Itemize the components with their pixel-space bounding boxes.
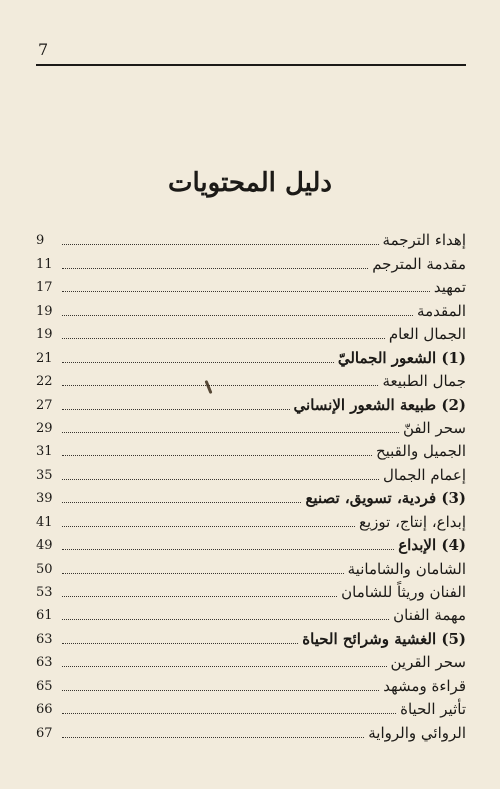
toc-entry-title: مقدمة المترجم bbox=[372, 254, 466, 273]
page-number: 7 bbox=[38, 40, 49, 59]
dot-leader bbox=[62, 315, 413, 316]
toc-entry-title: إعمام الجمال bbox=[383, 465, 466, 484]
toc-entry-page: 39 bbox=[36, 491, 53, 507]
toc-entry-page: 53 bbox=[36, 585, 53, 600]
toc-entry-title: (5) الغشية وشرائح الحياة bbox=[302, 629, 466, 648]
toc-entry-title: (2) طبيعة الشعور الإنساني bbox=[293, 395, 466, 414]
toc-entry bbox=[36, 718, 466, 741]
toc-entry-page: 65 bbox=[36, 678, 53, 694]
toc-entry-page: 61 bbox=[36, 608, 53, 624]
toc-entry bbox=[36, 601, 466, 624]
dot-leader bbox=[62, 432, 399, 433]
toc-entry bbox=[36, 624, 466, 647]
toc-entry bbox=[36, 671, 466, 694]
toc-entry-title: (3) فردية، تسويق، تصنيع bbox=[305, 489, 466, 508]
toc-entry-page: 9 bbox=[36, 233, 45, 249]
toc-entry-page: 66 bbox=[36, 702, 53, 718]
toc-entry-title: مهمة الفنان bbox=[393, 606, 466, 625]
dot-leader bbox=[62, 409, 290, 410]
toc-entry bbox=[36, 226, 466, 249]
dot-leader bbox=[62, 549, 394, 550]
toc-entry-title: إهداء الترجمة bbox=[382, 231, 466, 250]
dot-leader bbox=[62, 479, 379, 480]
dot-leader bbox=[62, 385, 378, 386]
toc-entry bbox=[36, 695, 466, 718]
toc-entry-title: سحر القرين bbox=[390, 653, 466, 672]
toc-entry bbox=[36, 390, 466, 413]
toc-entry-page: 19 bbox=[36, 303, 53, 319]
toc-entry-title: تأثير الحياة bbox=[400, 700, 466, 719]
toc-entry-title: الجميل والقبيح bbox=[375, 442, 466, 461]
dot-leader bbox=[62, 596, 337, 597]
toc-entry-page: 19 bbox=[36, 327, 53, 343]
toc-entry-page: 41 bbox=[36, 514, 53, 530]
dot-leader bbox=[62, 573, 344, 574]
toc-entry-page: 21 bbox=[36, 350, 53, 366]
dot-leader bbox=[62, 244, 379, 245]
toc-entry-page: 63 bbox=[36, 631, 53, 647]
toc-entry-title: الفنان وريثاً للشامان bbox=[341, 583, 466, 601]
dot-leader bbox=[62, 502, 301, 503]
toc-entry-page: 67 bbox=[36, 725, 53, 741]
dot-leader bbox=[62, 455, 372, 456]
toc-entry bbox=[36, 484, 466, 507]
dot-leader bbox=[62, 690, 379, 691]
toc-entry-title: قراءة ومشهد bbox=[383, 676, 466, 695]
toc-entry bbox=[36, 367, 466, 390]
toc-entry-title: الجمال العام bbox=[388, 325, 466, 344]
toc-entry bbox=[36, 531, 466, 554]
dot-leader bbox=[62, 737, 364, 738]
toc-entry bbox=[36, 648, 466, 671]
toc-entry bbox=[36, 460, 466, 483]
toc-entry-title: سحر الفنّ bbox=[402, 418, 466, 437]
toc-entry-page: 17 bbox=[36, 280, 53, 296]
toc-entry bbox=[36, 320, 466, 343]
dot-leader bbox=[62, 643, 298, 644]
toc-entry-page: 29 bbox=[36, 420, 53, 436]
toc-entry-title: (1) الشعور الجماليّ bbox=[337, 348, 466, 367]
dot-leader bbox=[62, 526, 355, 527]
toc-entry-page: 27 bbox=[36, 397, 53, 413]
toc-title: دليل المحتويات bbox=[168, 168, 332, 198]
toc-entry bbox=[36, 343, 466, 366]
toc-entry bbox=[36, 437, 466, 460]
toc-list bbox=[36, 226, 466, 742]
header-rule bbox=[36, 64, 466, 66]
toc-entry-page: 11 bbox=[36, 256, 53, 272]
dot-leader bbox=[62, 268, 368, 269]
toc-entry-page: 63 bbox=[36, 655, 53, 671]
toc-entry bbox=[36, 414, 466, 437]
dot-leader bbox=[62, 713, 396, 714]
toc-entry bbox=[36, 507, 466, 530]
toc-entry-title: إبداع، إنتاج، توزيع bbox=[359, 512, 466, 531]
dot-leader bbox=[62, 291, 430, 292]
toc-entry bbox=[36, 554, 466, 577]
dot-leader bbox=[62, 619, 389, 620]
toc-entry-page: 22 bbox=[36, 374, 53, 390]
toc-entry-title: المقدمة bbox=[417, 301, 466, 320]
toc-entry-page: 35 bbox=[36, 467, 53, 483]
dot-leader bbox=[62, 338, 385, 339]
toc-entry-page: 31 bbox=[36, 444, 53, 460]
dot-leader bbox=[62, 666, 387, 667]
toc-entry bbox=[36, 296, 466, 319]
toc-entry-title: (4) الإبداع bbox=[398, 536, 466, 555]
toc-entry-page: 49 bbox=[36, 538, 53, 554]
toc-entry-title: تمهيد bbox=[433, 278, 466, 297]
dot-leader bbox=[62, 362, 334, 363]
toc-entry-title: الروائي والرواية bbox=[368, 723, 466, 742]
toc-entry bbox=[36, 273, 466, 296]
toc-entry bbox=[36, 578, 466, 601]
toc-entry bbox=[36, 249, 466, 272]
toc-entry-title: جمال الطبيعة bbox=[382, 372, 466, 391]
toc-entry-title: الشامان والشامانية bbox=[347, 559, 466, 578]
toc-entry-page: 50 bbox=[36, 561, 53, 577]
